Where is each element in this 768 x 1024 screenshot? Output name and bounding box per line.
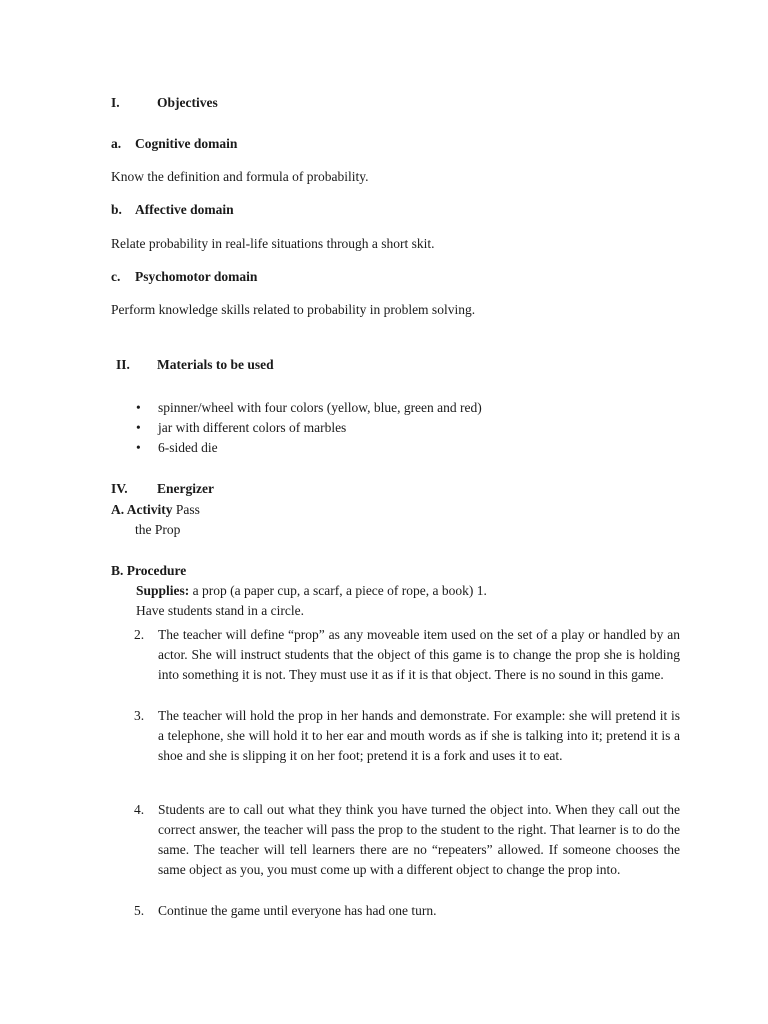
step-number: 3. [134, 708, 145, 723]
subsection-label: b. [111, 202, 122, 217]
activity-line [111, 500, 200, 520]
section-number: I. [111, 95, 120, 110]
procedure-step-5 [134, 901, 680, 921]
subsection-label: c. [111, 269, 121, 284]
affective-domain-text: Relate probability in real-life situations through a short skit. [111, 236, 435, 251]
activity-name-part2: the Prop [135, 522, 181, 537]
step-1-text: Have students stand in a circle. [136, 603, 304, 618]
subsection-label: a. [111, 136, 122, 151]
energizer-heading [111, 479, 361, 499]
list-item [136, 398, 636, 418]
step-number: 2. [134, 627, 145, 642]
step-number: 5. [134, 903, 145, 918]
step-text: The teacher will hold the prop in her hands and demonstrate. For example: she will pretend it is a telephone, she will hold it to her ear and mouth words as if she is talking into it; pretend it is a shoe and she is slipping it on her foot; pretend it is a fork and uses it to eat. [158, 708, 680, 763]
affective-domain-heading [111, 200, 361, 220]
supplies-line [136, 581, 487, 601]
step-text: Continue the game until everyone has had one turn. [158, 903, 437, 918]
section-title: Objectives [157, 95, 218, 110]
activity-label: A. Activity [111, 502, 173, 517]
psychomotor-domain-text: Perform knowledge skills related to probability in problem solving. [111, 302, 476, 317]
section-number: IV. [111, 481, 128, 496]
supplies-label: Supplies: [136, 583, 190, 598]
objectives-heading [111, 93, 311, 113]
materials-heading [116, 355, 366, 375]
step-text: The teacher will define “prop” as any moveable item used on the set of a play or handled by an actor. She will instruct students that the object of this game is to change the prop she is holding into something it is not. They must use it as if it is that object. There is no sound in this game. [158, 627, 680, 682]
supplies-text: a prop (a paper cup, a scarf, a piece of rope, a book) 1. [192, 583, 487, 598]
subsection-title: Affective domain [135, 202, 234, 217]
procedure-heading: B. Procedure [111, 563, 187, 578]
psychomotor-domain-heading [111, 267, 361, 287]
cognitive-domain-heading [111, 134, 361, 154]
activity-name-part1: Pass [175, 502, 200, 517]
list-item [136, 438, 636, 458]
cognitive-domain-text: Know the definition and formula of probability. [111, 169, 369, 184]
material-item: 6-sided die [158, 440, 218, 455]
list-item [136, 418, 636, 438]
procedure-step-2 [134, 625, 680, 685]
subsection-title: Cognitive domain [135, 136, 238, 151]
bullet-glyph: • [136, 420, 141, 435]
bullet-glyph: • [136, 400, 141, 415]
section-title: Energizer [157, 481, 214, 496]
subsection-title: Psychomotor domain [135, 269, 258, 284]
section-title: Materials to be used [157, 357, 274, 372]
procedure-step-4 [134, 800, 680, 880]
material-item: jar with different colors of marbles [158, 420, 347, 435]
bullet-glyph: • [136, 440, 141, 455]
procedure-step-3 [134, 706, 680, 766]
material-item: spinner/wheel with four colors (yellow, blue, green and red) [158, 400, 482, 415]
section-number: II. [116, 357, 130, 372]
step-number: 4. [134, 802, 145, 817]
step-text: Students are to call out what they think you have turned the object into. When they call out the correct answer, the teacher will pass the prop to the student to the right. That learner is to do the same. The teacher will tell learners there are no “repeaters” allowed. If someone chooses the same object as you, you must come up with a different object to change the prop into. [158, 802, 680, 877]
